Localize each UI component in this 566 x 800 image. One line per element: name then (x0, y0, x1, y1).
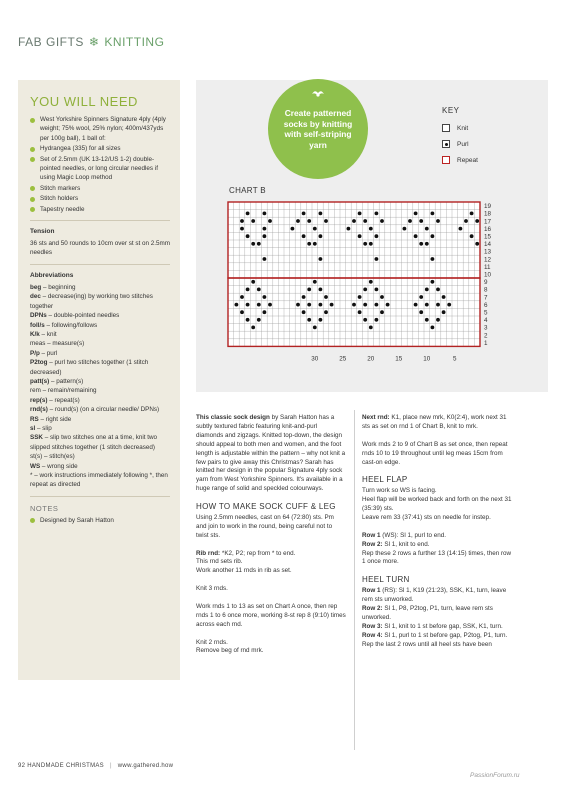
row-instruction: Row 3: Sl 1, knit to 1 st before gap, SSK, K1, turn. (362, 622, 503, 630)
row-instruction: Row 2: Sl 1, P8, P2tog, P1, turn, leave rem sts unworked. (362, 604, 493, 621)
paragraph: Work rnds 1 to 13 as set on Chart A once, then rep rnds 1 to 6 once more, working 8-st rep 8 (9:10) times across each rnd. (196, 602, 346, 628)
row-number: 16 (484, 225, 492, 233)
row-number: 14 (484, 241, 492, 249)
column-number: 25 (339, 355, 347, 363)
row-number: 3 (484, 324, 488, 332)
purl-stitch (240, 295, 244, 299)
abbreviation-row: sl – slip (30, 424, 52, 432)
purl-stitch (319, 303, 323, 307)
watermark: PassionForum.ru (470, 772, 520, 779)
purl-stitch (375, 318, 379, 322)
list-item: Stitch holders (30, 194, 170, 203)
key-label: Repeat (457, 156, 478, 164)
repeat-box-icon (442, 156, 450, 164)
key-purl (442, 140, 469, 148)
purl-stitch (246, 288, 250, 292)
page-number: 92 (18, 763, 26, 769)
key-label: Purl (457, 140, 469, 148)
purl-stitch (240, 219, 244, 223)
purl-stitch (363, 219, 367, 223)
notes-list (30, 516, 170, 525)
abbreviation-row: WS – wrong side (30, 462, 78, 470)
page-header (18, 34, 164, 50)
magazine-name: HANDMADE CHRISTMAS (27, 763, 104, 769)
abbreviation-row: patt(s) – pattern(s) (30, 377, 84, 385)
abbreviation-row: rnd(s) – round(s) (on a circular needle/ DPNs) (30, 406, 160, 414)
paragraph: Work rnds 2 to 9 of Chart B as set once, then repeat rnds 10 to 19 throughout until leg meas 15cm from cast-on edge. (362, 440, 508, 466)
purl-stitch (319, 318, 323, 322)
row-number: 10 (484, 271, 492, 279)
purl-stitch (363, 288, 367, 292)
abbreviation-row: st(s) – stitch(es) (30, 453, 75, 461)
purl-stitch (251, 280, 255, 284)
paragraph: Work another 11 rnds in rib as set. (196, 567, 292, 575)
notes-title: NOTES (30, 503, 59, 513)
row-instruction: Row 1 (RS): Sl 1, K19 (21:23), SSK, K1, turn, leave rem sts unworked. (362, 587, 507, 604)
abbreviation-row: rem – remain/remaining (30, 387, 97, 395)
key-knit (442, 124, 468, 132)
purl-stitch (358, 295, 362, 299)
list-item: Hydrangea (335) for all sizes (30, 144, 170, 153)
paragraph: Rep these 2 rows a further 13 (14:15) times, then row 1 once more. (362, 549, 512, 566)
purl-stitch (414, 212, 418, 216)
purl-stitch (442, 310, 446, 314)
materials-sidebar (18, 80, 180, 680)
purl-stitch (319, 288, 323, 292)
purl-stitch (358, 212, 362, 216)
purl-stitch (307, 242, 311, 246)
key-repeat (442, 156, 478, 164)
purl-stitch (263, 227, 267, 231)
purl-stitch (257, 242, 261, 246)
purl-stitch (431, 257, 435, 261)
purl-stitch (302, 295, 306, 299)
column-divider (354, 410, 355, 750)
paragraph: Leave rem 33 (37:41) sts on needle for instep. (362, 513, 491, 521)
purl-stitch (324, 310, 328, 314)
purl-stitch (246, 303, 250, 307)
purl-stitch (369, 326, 373, 330)
paragraph: Rep the last 2 rows until all heel sts have been (362, 640, 492, 648)
purl-stitch (251, 326, 255, 330)
purl-stitch (431, 326, 435, 330)
abbreviation-row: beg – beginning (30, 283, 76, 291)
list-item: Set of 2.5mm (UK 13-12/US 1-2) double-pointed needles, or long circular needles if using Magic Loop method (30, 155, 170, 183)
intro-paragraph: This classic sock design by Sarah Hatton has a subtly textured fabric featuring knit-and-purl diamonds and zigzags. Knitted top-down, the design should appeal to both men and women, and the foot length is adjustable within the pattern – why not knit a few pairs to give away this Christmas? Sarah has knitted her design in the popular Signature 4ply sock yarn from West Yorkshire Spinners. It's available in a huge range of solid and speckled colourways. (196, 414, 346, 493)
row-instruction: Row 1 (WS): Sl 1, purl to end. (362, 531, 446, 539)
row-number: 9 (484, 279, 488, 287)
purl-stitch (414, 303, 418, 307)
row-instruction: Row 4: Sl 1, purl to 1 st before gap, P2tog, P1, turn. (362, 631, 508, 639)
paragraph: Using 2.5mm needles, cast on 64 (72:80) sts. Pm and join to work in the round, being careful not to twist sts. (196, 513, 334, 539)
purl-stitch (403, 227, 407, 231)
intro-column (196, 414, 346, 656)
holly-icon (310, 88, 326, 100)
purl-stitch (263, 212, 267, 216)
purl-stitch (240, 310, 244, 314)
abbreviation-row: P2tog – purl two stitches together (1 stitch decreased) (30, 359, 149, 376)
purl-stitch (431, 234, 435, 238)
purl-stitch (425, 318, 429, 322)
purl-stitch (358, 234, 362, 238)
row-number: 1 (484, 339, 488, 347)
purl-stitch (442, 295, 446, 299)
divider (30, 264, 170, 265)
purl-stitch (363, 303, 367, 307)
cuff-leg-heading: HOW TO MAKE SOCK CUFF & LEG (196, 502, 336, 512)
purl-stitch (386, 303, 390, 307)
purl-stitch (263, 310, 267, 314)
purl-stitch (240, 227, 244, 231)
row-number: 7 (484, 294, 488, 302)
materials-list (30, 115, 170, 214)
purl-stitch (307, 219, 311, 223)
paragraph: This rnd sets rib. (196, 558, 243, 566)
purl-stitch (307, 288, 311, 292)
purl-stitch (475, 242, 479, 246)
snowflake-icon: ❄ (88, 35, 100, 49)
row-number: 4 (484, 317, 488, 325)
purl-stitch (464, 219, 468, 223)
purl-stitch (425, 288, 429, 292)
purl-stitch (414, 234, 418, 238)
purl-stitch (257, 303, 261, 307)
purl-stitch (302, 234, 306, 238)
purl-stitch (369, 227, 373, 231)
purl-stitch (347, 227, 351, 231)
purl-stitch (307, 318, 311, 322)
purl-stitch (363, 318, 367, 322)
purl-stitch (313, 227, 317, 231)
chart-title: CHART B (229, 186, 266, 195)
purl-stitch (268, 303, 272, 307)
purl-stitch (324, 295, 328, 299)
purl-stitch (380, 310, 384, 314)
purl-stitch (425, 242, 429, 246)
purl-stitch (324, 219, 328, 223)
purl-stitch (319, 212, 323, 216)
paragraph: Turn work so WS is facing. (362, 487, 437, 495)
abbreviation-row: RS – right side (30, 415, 72, 423)
purl-stitch (419, 310, 423, 314)
row-number: 8 (484, 286, 488, 294)
knit-square-icon (442, 124, 450, 132)
abbreviation-row: foll/s – following/follows (30, 321, 98, 329)
abbreviation-row: rep(s) – repeat(s) (30, 396, 80, 404)
purl-stitch (257, 288, 261, 292)
heel-turn-heading: HEEL TURN (362, 575, 410, 585)
heel-flap-heading: HEEL FLAP (362, 475, 408, 485)
purl-stitch (419, 219, 423, 223)
key-title: KEY (442, 106, 460, 115)
purl-stitch (313, 242, 317, 246)
category-label: KNITTING (104, 35, 165, 49)
row-number: 18 (484, 210, 492, 218)
column-number: 20 (367, 355, 375, 363)
purl-stitch (369, 280, 373, 284)
purl-stitch (319, 234, 323, 238)
purl-stitch (380, 295, 384, 299)
purl-stitch (436, 219, 440, 223)
purl-stitch (380, 219, 384, 223)
list-item: West Yorkshire Spinners Signature 4ply (4ply weight; 75% wool, 25% nylon; 400m/437yds per 100g ball), 1 ball of: (30, 115, 170, 143)
purl-stitch (459, 227, 463, 231)
purl-stitch (268, 219, 272, 223)
purl-stitch (257, 318, 261, 322)
purl-stitch (330, 303, 334, 307)
row-number: 19 (484, 203, 492, 211)
abbreviation-row: * – work instructions immediately following *, then repeat as directed (30, 472, 168, 489)
row-number: 12 (484, 256, 492, 264)
abbreviation-row: dec – decrease(ing) by working two stitches together (30, 293, 153, 310)
paragraph: Heel flap will be worked back and forth on the next 31 (35:39) sts. (362, 496, 512, 513)
purl-dot-icon (442, 140, 450, 148)
paragraph: Knit 3 rnds. (196, 585, 228, 593)
purl-stitch (436, 318, 440, 322)
purl-stitch (313, 280, 317, 284)
row-number: 5 (484, 309, 488, 317)
purl-stitch (302, 212, 306, 216)
purl-stitch (352, 303, 356, 307)
purl-stitch (369, 242, 373, 246)
purl-stitch (475, 219, 479, 223)
purl-stitch (408, 219, 412, 223)
badge-text: Create patterned socks by knitting with self-striping yarn (283, 108, 353, 150)
purl-stitch (263, 257, 267, 261)
column-number: 10 (423, 355, 431, 363)
row-number: 17 (484, 218, 492, 226)
purl-stitch (246, 318, 250, 322)
purl-stitch (431, 212, 435, 216)
purl-stitch (358, 310, 362, 314)
purl-stitch (296, 219, 300, 223)
purl-stitch (447, 303, 451, 307)
abbreviation-row: DPNs – double-pointed needles (30, 312, 120, 320)
column-number: 15 (395, 355, 403, 363)
knitting-chart (222, 200, 502, 378)
purl-stitch (436, 288, 440, 292)
abbreviations-title: Abbreviations (30, 271, 74, 279)
purl-stitch (431, 280, 435, 284)
row-number: 6 (484, 301, 488, 309)
purl-stitch (375, 257, 379, 261)
purl-stitch (302, 310, 306, 314)
tension-text: 36 sts and 50 rounds to 10cm over st st on 2.5mm needles (30, 240, 171, 257)
list-item: Designed by Sarah Hatton (30, 516, 170, 525)
list-item: Stitch markers (30, 184, 170, 193)
page-footer: 92 HANDMADE CHRISTMAS | www.gathered.how (18, 763, 174, 769)
abbreviation-row: P/p – purl (30, 349, 58, 357)
purl-stitch (436, 303, 440, 307)
purl-stitch (251, 242, 255, 246)
abbreviation-row: K/k – knit (30, 330, 57, 338)
abbreviation-row: SSK – slip two stitches one at a time, knit two slipped stitches together (1 stitch decreased) (30, 434, 158, 451)
list-item: Tapestry needle (30, 205, 170, 214)
paragraph: Remove beg of rnd mrk. (196, 647, 264, 655)
purl-stitch (375, 234, 379, 238)
rib-round: Rib rnd: *K2, P2; rep from * to end. (196, 549, 296, 557)
purl-stitch (419, 295, 423, 299)
purl-stitch (296, 303, 300, 307)
purl-stitch (263, 234, 267, 238)
purl-stitch (419, 242, 423, 246)
abbreviation-row: meas – measure(s) (30, 340, 85, 348)
row-number: 11 (484, 263, 491, 271)
purl-stitch (251, 219, 255, 223)
purl-stitch (246, 212, 250, 216)
purl-stitch (319, 257, 323, 261)
divider (30, 496, 170, 497)
purl-stitch (313, 326, 317, 330)
purl-stitch (375, 303, 379, 307)
you-will-need-title: YOU WILL NEED (30, 94, 138, 109)
row-instruction: Row 2: Sl 1, knit to end. (362, 540, 430, 548)
purl-stitch (375, 212, 379, 216)
purl-stitch (375, 288, 379, 292)
section-label: FAB GIFTS (18, 35, 84, 49)
purl-stitch (470, 212, 474, 216)
purl-stitch (352, 219, 356, 223)
paragraph: Next rnd: K1, place new mrk, K0(2:4), work next 31 sts as set on rnd 1 of Chart B, knit to mrk. (362, 414, 507, 430)
purl-stitch (470, 234, 474, 238)
column-number: 5 (453, 355, 457, 363)
purl-stitch (425, 303, 429, 307)
purl-stitch (291, 227, 295, 231)
purl-stitch (425, 227, 429, 231)
paragraph: Knit 2 rnds. (196, 638, 228, 646)
row-number: 13 (484, 248, 492, 256)
column-number: 30 (311, 355, 319, 363)
key-label: Knit (457, 124, 469, 132)
website-link[interactable]: www.gathered.how (117, 763, 174, 769)
row-number: 15 (484, 233, 492, 241)
abbreviations-list (30, 283, 170, 490)
purl-stitch (246, 234, 250, 238)
row-number: 2 (484, 332, 488, 340)
instructions-column (362, 414, 514, 650)
purl-stitch (263, 295, 267, 299)
divider (30, 220, 170, 221)
purl-stitch (235, 303, 239, 307)
purl-stitch (363, 242, 367, 246)
tension-title: Tension (30, 228, 55, 236)
purl-stitch (307, 303, 311, 307)
